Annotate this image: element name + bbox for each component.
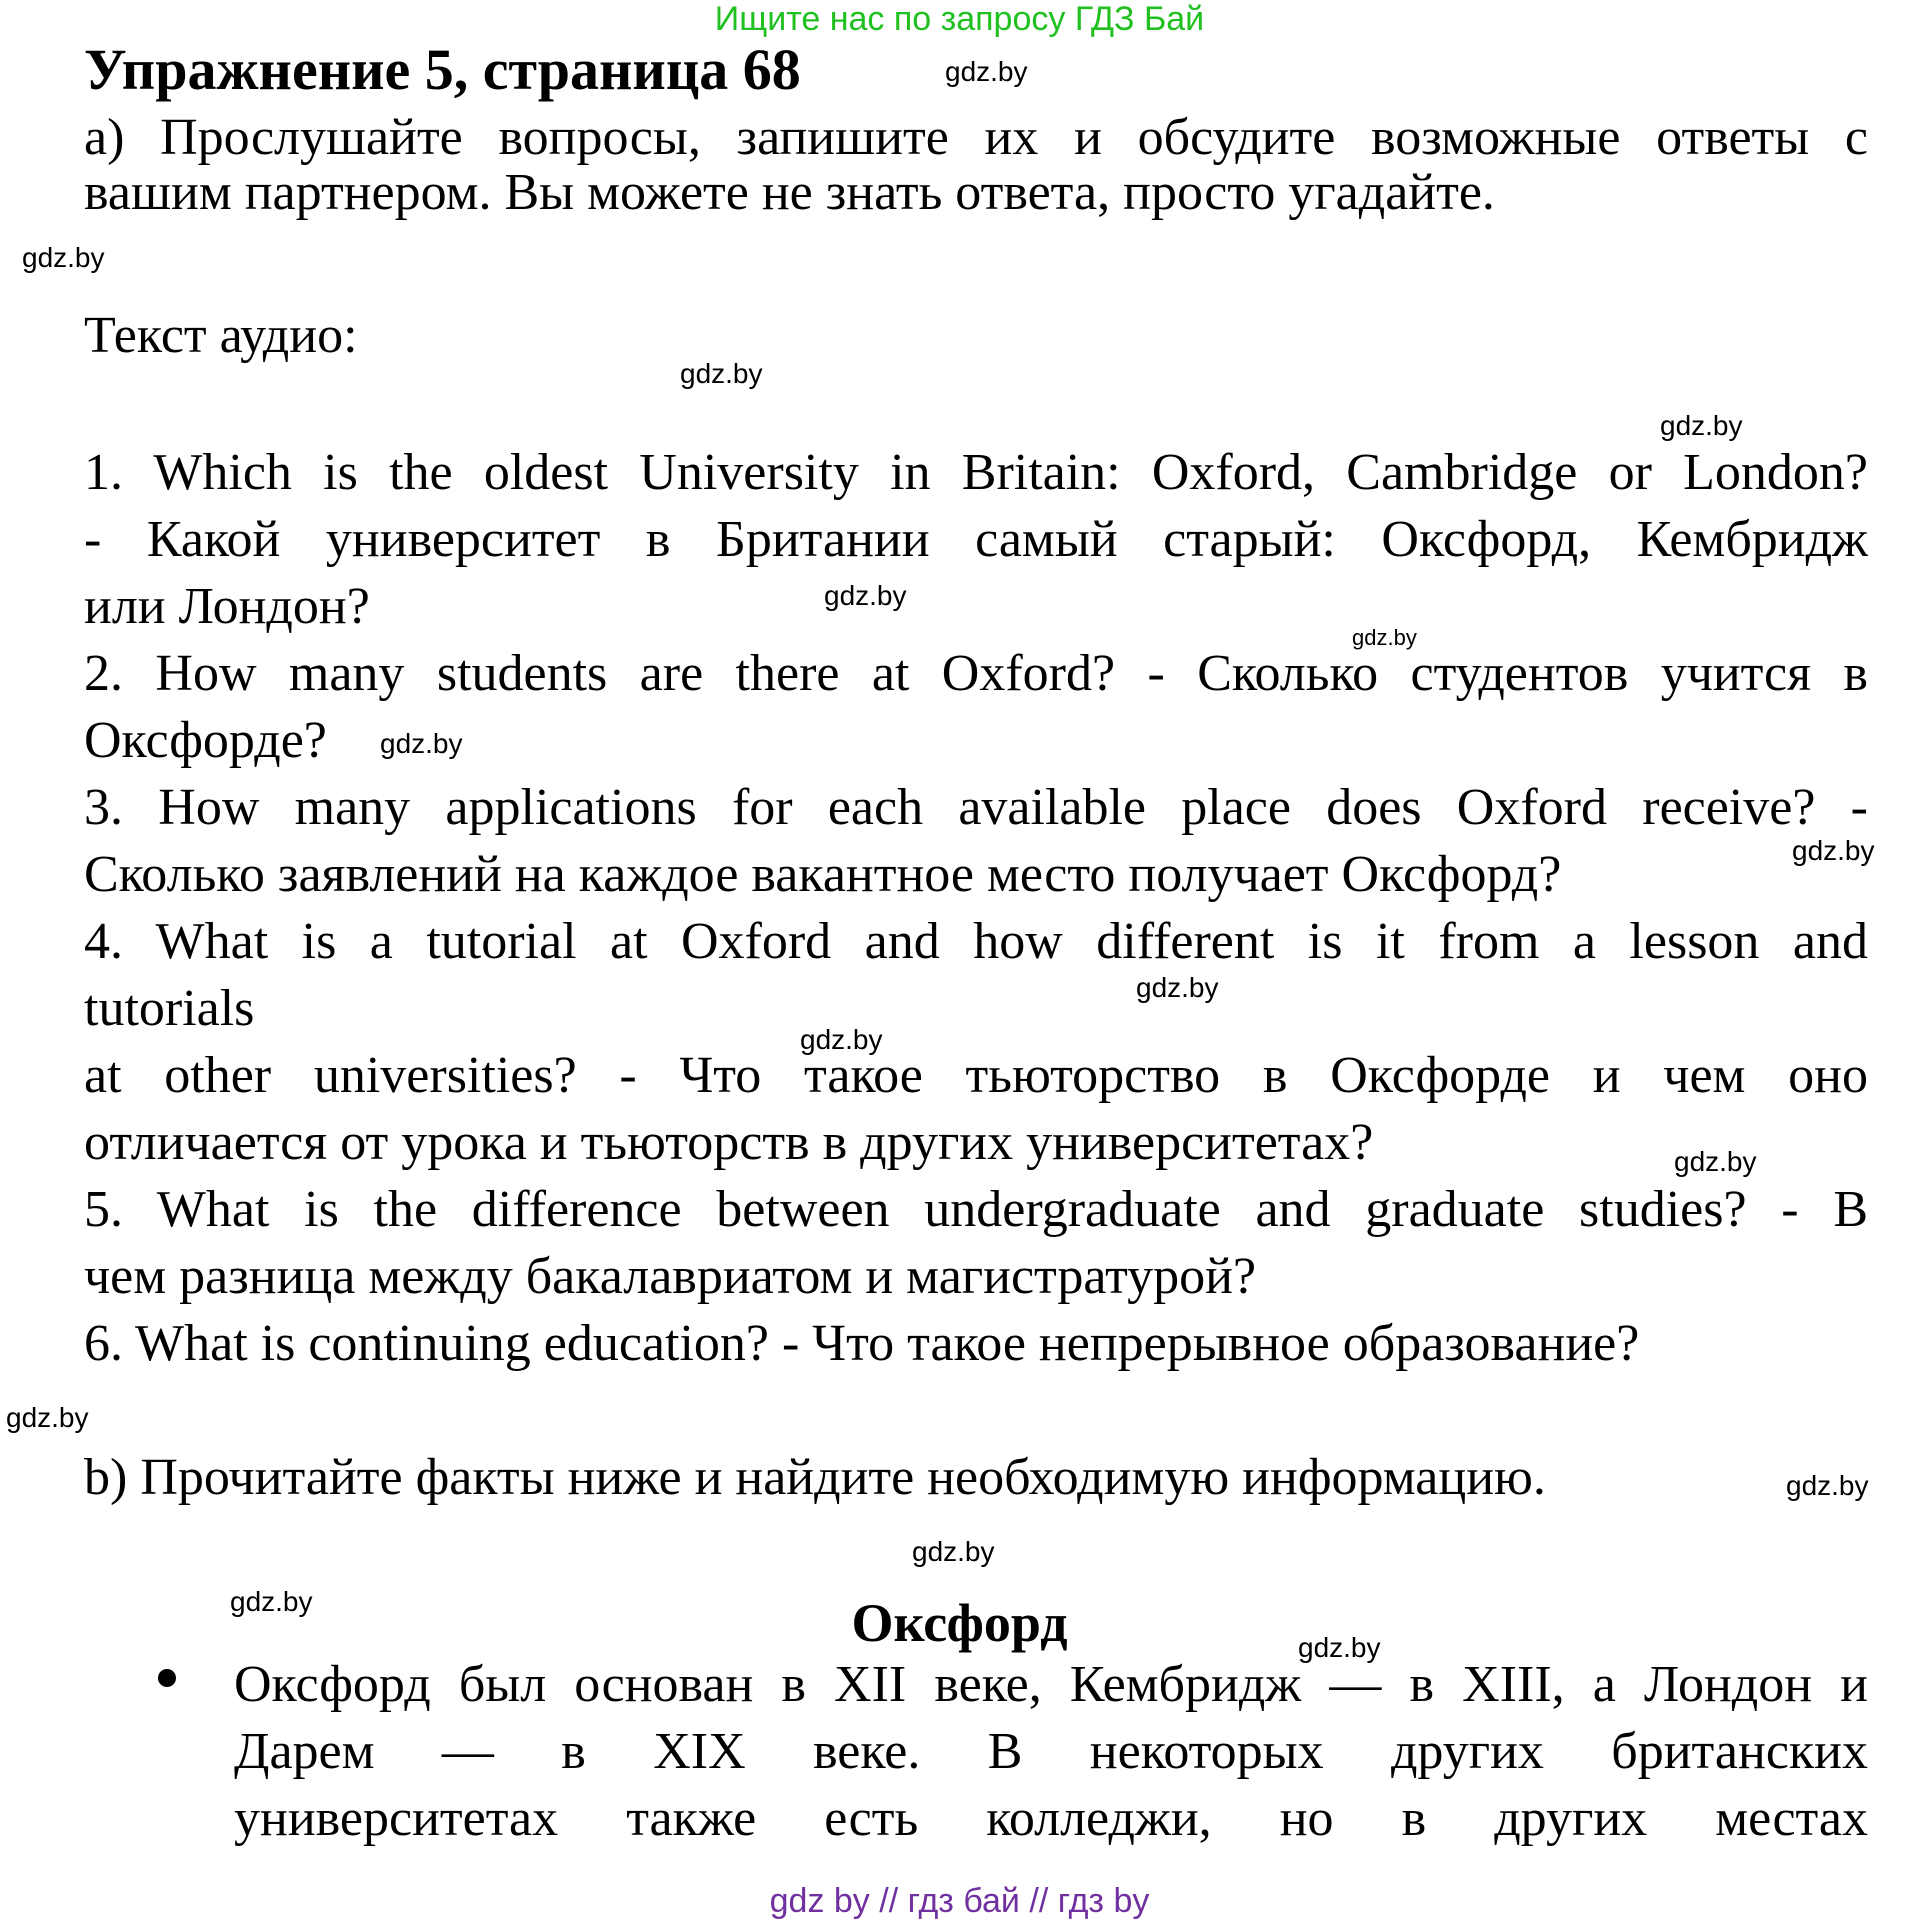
watermark: gdz.by [6, 1402, 89, 1433]
watermark: gdz.by [380, 728, 463, 759]
question-line: - Какой университет в Британии самый старый: Оксфорд, Кембридж [84, 511, 1868, 568]
bullet-line: университетах также есть колледжи, но в других местах [234, 1790, 1868, 1847]
footer-watermark: gdz by // гдз бай // гдз by [769, 1882, 1150, 1920]
question-line: 5. What is the difference between undergraduate and graduate studies? - В [84, 1181, 1868, 1238]
question-line: 1. Which is the oldest University in Britain: Oxford, Cambridge or London? [84, 444, 1868, 501]
bullet-point [158, 1669, 176, 1687]
watermark: gdz.by [680, 358, 763, 389]
question-line: 4. What is a tutorial at Oxford and how different is it from a lesson and [84, 913, 1868, 970]
question-line: Оксфорде? [84, 712, 327, 769]
watermark: gdz.by [1674, 1146, 1757, 1177]
watermark: gdz.by [1136, 972, 1219, 1003]
question-line: Сколько заявлений на каждое вакантное место получает Оксфорд? [84, 846, 1562, 903]
question-line: или Лондон? [84, 578, 370, 635]
question-line: at other universities? - Что такое тьюторство в Оксфорде и чем оно [84, 1047, 1868, 1104]
watermark: gdz.by [1786, 1470, 1869, 1501]
watermark: gdz.by [1352, 625, 1417, 650]
watermark: gdz.by [1298, 1632, 1381, 1663]
watermark: gdz.by [912, 1536, 995, 1567]
watermark: gdz.by [230, 1586, 313, 1617]
section-heading-oxford: Оксфорд [851, 1593, 1068, 1653]
question-line: чем разница между бакалавриатом и магистратурой? [84, 1248, 1257, 1305]
bullet-line: Дарем — в XIX веке. В некоторых других британских [234, 1723, 1868, 1780]
watermark: gdz.by [1660, 410, 1743, 441]
question-line: tutorials [84, 980, 255, 1037]
top-banner: Ищите нас по запросу ГДЗ Бай [714, 0, 1205, 38]
part-a-line-2: вашим партнером. Вы можете не знать ответа, просто угадайте. [84, 164, 1495, 221]
watermark: gdz.by [824, 580, 907, 611]
part-a-line-1: a) Прослушайте вопросы, запишите их и обсудите возможные ответы с [84, 109, 1868, 166]
watermark: gdz.by [1792, 835, 1875, 866]
audio-label: Текст аудио: [84, 307, 358, 364]
exercise-title: Упражнение 5, страница 68 [84, 37, 801, 102]
question-line: 3. How many applications for each available place does Oxford receive? - [84, 779, 1868, 836]
question-line: 6. What is continuing education? - Что такое непрерывное образование? [84, 1315, 1640, 1372]
question-line: 2. How many students are there at Oxford? - Сколько студентов учится в [84, 645, 1868, 702]
watermark: gdz.by [800, 1024, 883, 1055]
watermark: gdz.by [945, 56, 1028, 87]
watermark: gdz.by [22, 242, 105, 273]
part-b-instruction: b) Прочитайте факты ниже и найдите необходимую информацию. [84, 1449, 1546, 1506]
bullet-line: Оксфорд был основан в XII веке, Кембридж — в XIII, а Лондон и [234, 1656, 1868, 1713]
question-line: отличается от урока и тьюторств в других университетах? [84, 1114, 1374, 1171]
